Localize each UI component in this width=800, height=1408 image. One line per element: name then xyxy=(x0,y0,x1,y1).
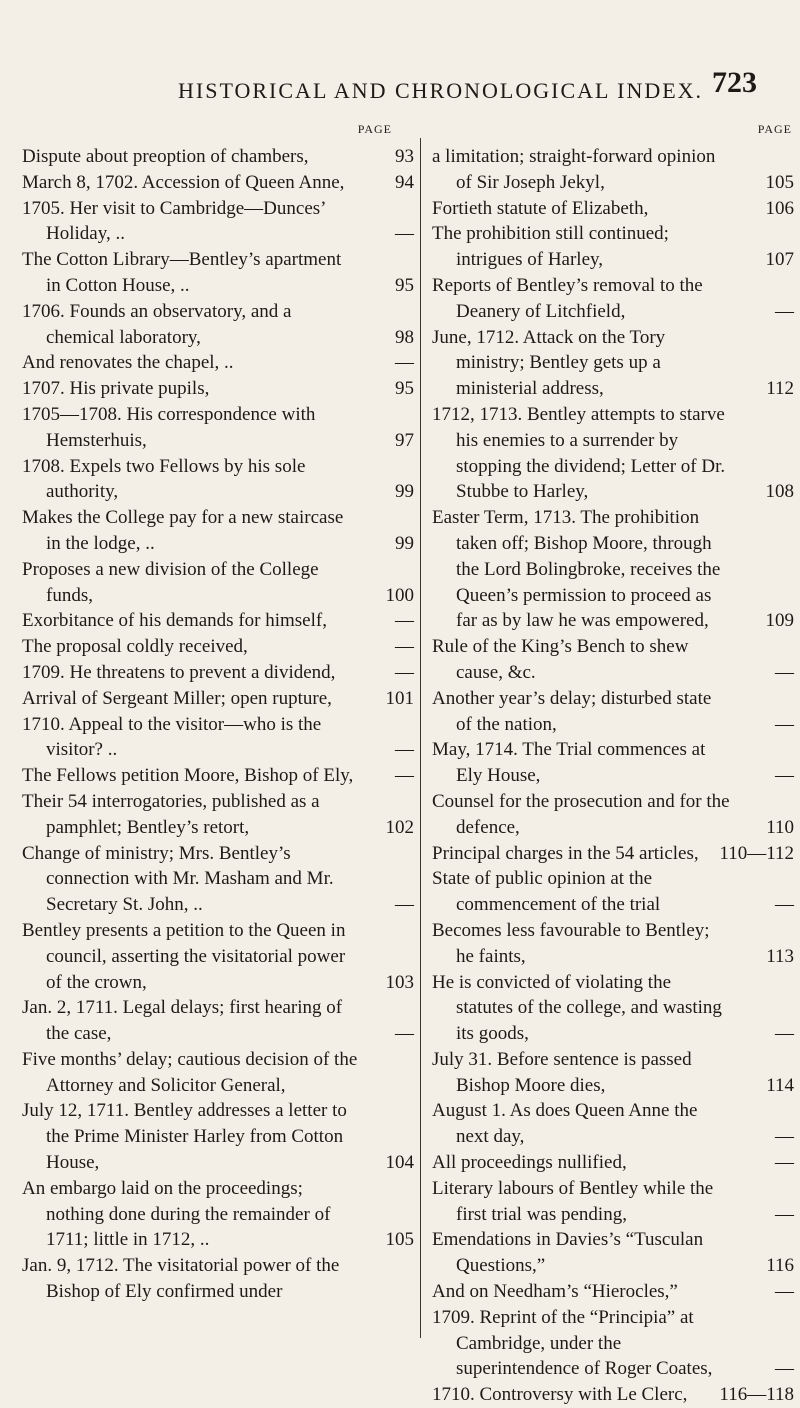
index-entry-page: 101 xyxy=(385,687,414,709)
index-entry-page: 105 xyxy=(765,171,794,193)
index-entry-text: 1708. Expels two Fellows by his sole authority, xyxy=(22,455,306,503)
index-entry xyxy=(432,866,794,918)
index-entry-page: 116—118 xyxy=(719,1384,794,1406)
index-entry xyxy=(432,1279,794,1305)
index-entry-text: June, 1712. Attack on the Tory ministry; Bentley gets up a ministerial address, xyxy=(432,326,666,400)
index-entry-text: Becomes less favourable to Bentley; he faints, xyxy=(432,919,710,967)
index-entry xyxy=(22,299,414,351)
index-entry-page: 106 xyxy=(765,197,794,219)
index-entry xyxy=(432,402,794,505)
index-entry-text: 1705. Her visit to Cambridge—Dunces’ Holiday, .. xyxy=(22,197,326,245)
index-entry-text: a limitation; straight-forward opinion of Sir Joseph Jekyl, xyxy=(432,146,716,193)
index-entry-page: — xyxy=(775,713,794,735)
index-entry xyxy=(432,505,794,634)
index-entry-page: — xyxy=(775,661,794,683)
index-entry-text: The prohibition still continued; intrigues of Harley, xyxy=(432,223,669,271)
right-column-page-heading: PAGE xyxy=(757,122,792,136)
index-entry-page: 97 xyxy=(395,429,414,451)
index-entry xyxy=(432,789,794,841)
left-column xyxy=(22,122,414,1305)
index-entry-page: 99 xyxy=(395,481,414,503)
index-entry-page: — xyxy=(775,1023,794,1045)
index-entry-page: — xyxy=(395,894,414,916)
index-entry-page: — xyxy=(395,661,414,683)
index-entry-page: 103 xyxy=(385,971,414,993)
index-entry xyxy=(432,1176,794,1228)
index-entry xyxy=(22,505,414,557)
index-entry-text: 1707. His private pupils, xyxy=(22,378,210,400)
index-entry xyxy=(22,660,414,686)
index-entry-page: 99 xyxy=(395,532,414,554)
index-entry-page: 109 xyxy=(765,610,794,632)
index-entry-text: Five months’ delay; cautious decision of the Attorney and Solicitor General, xyxy=(22,1048,358,1096)
index-entry-page: 114 xyxy=(766,1074,794,1096)
index-entry-page: 110—112 xyxy=(719,842,794,864)
index-entry-text: 1712, 1713. Bentley attempts to starve his enemies to a surrender by stopping the dividend; Letter of Dr. Stubbe to Harley, xyxy=(432,403,726,503)
index-entry xyxy=(432,221,794,273)
index-entry-text: Makes the College pay for a new staircase in the lodge, .. xyxy=(22,507,344,554)
index-entry-page: 98 xyxy=(395,326,414,348)
index-entry-text: 1705—1708. His correspondence with Hemsterhuis, xyxy=(22,403,316,451)
index-entry-text: Counsel for the prosecution and for the defence, xyxy=(432,790,730,838)
index-entry-text: He is convicted of violating the statutes of the college, and wasting its goods, xyxy=(432,971,722,1045)
index-entry xyxy=(432,634,794,686)
index-entry-text: Emendations in Davies’s “Tusculan Questions,” xyxy=(432,1229,704,1277)
index-entry-page: 104 xyxy=(385,1152,414,1174)
index-entry-page: 108 xyxy=(765,481,794,503)
index-entry-page: — xyxy=(775,1281,794,1303)
index-entry-page: 93 xyxy=(395,146,414,167)
index-entry xyxy=(432,737,794,789)
index-entry xyxy=(22,402,414,454)
index-entry-page: — xyxy=(395,739,414,761)
index-entry-text: August 1. As does Queen Anne the next day, xyxy=(432,1100,698,1148)
index-entry xyxy=(22,144,414,170)
index-entry-text: Exorbitance of his demands for himself, xyxy=(22,610,327,632)
index-entry-text: Proposes a new division of the College funds, xyxy=(22,558,319,606)
index-entry xyxy=(22,170,414,196)
index-entry xyxy=(22,634,414,660)
index-entry-text: Rule of the King’s Bench to shew cause, &c. xyxy=(432,636,689,683)
right-entry-list xyxy=(432,144,794,1408)
index-entry xyxy=(432,196,794,222)
index-entry-text: Literary labours of Bentley while the first trial was pending, xyxy=(432,1177,714,1225)
index-entry xyxy=(432,144,794,196)
index-entry xyxy=(432,325,794,402)
index-entry xyxy=(22,454,414,506)
index-entry-page: — xyxy=(395,610,414,632)
index-entry-page: 95 xyxy=(395,378,414,400)
index-entry xyxy=(22,712,414,764)
index-entry-page: 116 xyxy=(766,1255,794,1277)
index-entry xyxy=(22,686,414,712)
index-entry-text: March 8, 1702. Accession of Queen Anne, xyxy=(22,171,345,193)
index-entry xyxy=(432,273,794,325)
index-entry-text: July 12, 1711. Bentley addresses a letter to the Prime Minister Harley from Cotton House, xyxy=(22,1100,347,1174)
index-entry-text: Bentley presents a petition to the Queen in council, asserting the visitatorial power of the crown, xyxy=(22,919,346,993)
index-entry-text: The Fellows petition Moore, Bishop of Ely, xyxy=(22,765,354,787)
index-entry xyxy=(432,1047,794,1099)
index-entry-text: An embargo laid on the proceedings; nothing done during the remainder of 1711; little in 1712, .. xyxy=(22,1177,331,1251)
index-entry-text: 1710. Appeal to the visitor—who is the visitor? .. xyxy=(22,713,322,761)
running-head: HISTORICAL AND CHRONOLOGICAL INDEX. xyxy=(178,78,704,103)
index-entry-page: — xyxy=(775,765,794,787)
index-entry-text: Easter Term, 1713. The prohibition taken off; Bishop Moore, through the Lord Bolingbroke, receives the Queen’s permission to proceed as far as by law he was empowered, xyxy=(432,507,721,632)
index-entry-page: 110 xyxy=(766,816,794,838)
index-entry-page: 107 xyxy=(765,249,794,271)
index-entry-page: 113 xyxy=(766,945,794,967)
index-entry-page: 102 xyxy=(385,816,414,838)
index-entry xyxy=(432,918,794,970)
index-entry-text: 1706. Founds an observatory, and a chemical laboratory, xyxy=(22,300,292,348)
index-entry-page: — xyxy=(775,1358,794,1380)
index-entry-page: — xyxy=(395,765,414,787)
index-entry-text: Another year’s delay; disturbed state of the nation, xyxy=(432,687,712,735)
column-divider xyxy=(420,138,421,1338)
index-entry xyxy=(22,196,414,248)
page-number: 723 xyxy=(712,66,757,99)
index-entry-text: State of public opinion at the commencement of the trial xyxy=(432,868,661,916)
index-entry xyxy=(432,1098,794,1150)
index-entry-page: — xyxy=(395,223,414,245)
index-entry xyxy=(22,557,414,609)
index-entry-text: 1710. Controversy with Le Clerc, xyxy=(432,1384,688,1406)
index-entry-text: All proceedings nullified, xyxy=(432,1152,627,1174)
left-entry-list xyxy=(22,144,414,1305)
index-entry-page: 94 xyxy=(395,171,414,193)
index-entry-page: — xyxy=(395,1023,414,1045)
index-entry-page: — xyxy=(775,1126,794,1148)
index-entry xyxy=(22,1047,414,1099)
right-column xyxy=(432,122,794,1408)
index-entry-page: — xyxy=(775,1203,794,1225)
index-entry-page: — xyxy=(775,894,794,916)
index-entry-text: Reports of Bentley’s removal to the Deanery of Litchfield, xyxy=(432,274,703,322)
index-entry-page: 100 xyxy=(385,584,414,606)
index-entry-page: — xyxy=(395,636,414,658)
index-entry-text: Dispute about preoption of chambers, xyxy=(22,146,309,167)
index-entry xyxy=(22,995,414,1047)
index-entry xyxy=(22,247,414,299)
index-entry-text: The Cotton Library—Bentley’s apartment in Cotton House, .. xyxy=(22,249,342,296)
index-entry-text: May, 1714. The Trial commences at Ely House, xyxy=(432,739,706,787)
index-entry xyxy=(22,1098,414,1175)
index-entry-text: And renovates the chapel, .. xyxy=(22,352,234,374)
index-entry-page: 112 xyxy=(766,378,794,400)
index-entry-text: 1709. He threatens to prevent a dividend, xyxy=(22,661,336,683)
index-entry-text: Principal charges in the 54 articles, xyxy=(432,842,699,864)
index-entry-page: — xyxy=(395,352,414,374)
index-entry-text: The proposal coldly received, xyxy=(22,636,248,658)
index-entry xyxy=(432,1305,794,1382)
index-entry-text: Arrival of Sergeant Miller; open rupture, xyxy=(22,687,332,709)
index-entry-text: Fortieth statute of Elizabeth, xyxy=(432,197,649,219)
index-entry xyxy=(432,1150,794,1176)
index-entry-text: Jan. 9, 1712. The visitatorial power of the Bishop of Ely confirmed under xyxy=(22,1255,340,1303)
index-entry-text: Their 54 interrogatories, published as a pamphlet; Bentley’s retort, xyxy=(22,790,320,838)
index-entry xyxy=(22,1176,414,1253)
index-entry-page: 95 xyxy=(395,274,414,296)
index-entry-text: 1709. Reprint of the “Principia” at Cambridge, under the superintendence of Roger Coates, xyxy=(432,1306,713,1380)
index-entry xyxy=(22,918,414,995)
index-entry-text: And on Needham’s “Hierocles,” xyxy=(432,1281,678,1303)
index-entry xyxy=(22,841,414,918)
index-entry-page: 105 xyxy=(385,1229,414,1251)
index-entry xyxy=(432,1227,794,1279)
index-entry-page: — xyxy=(775,300,794,322)
index-entry xyxy=(432,1382,794,1408)
index-entry xyxy=(22,350,414,376)
index-entry-text: Jan. 2, 1711. Legal delays; first hearing of the case, xyxy=(22,997,343,1045)
index-entry xyxy=(432,686,794,738)
index-entry xyxy=(22,1253,414,1305)
index-entry-text: Change of ministry; Mrs. Bentley’s connection with Mr. Masham and Mr. Secretary St. John, .. xyxy=(22,842,334,916)
index-entry-text: July 31. Before sentence is passed Bishop Moore dies, xyxy=(432,1048,692,1096)
index-entry xyxy=(22,608,414,634)
index-entry xyxy=(22,763,414,789)
index-entry xyxy=(22,376,414,402)
left-column-page-heading: PAGE xyxy=(357,122,392,136)
index-entry xyxy=(432,841,794,867)
index-entry xyxy=(22,789,414,841)
index-entry-page: — xyxy=(775,1152,794,1174)
index-entry xyxy=(432,970,794,1047)
